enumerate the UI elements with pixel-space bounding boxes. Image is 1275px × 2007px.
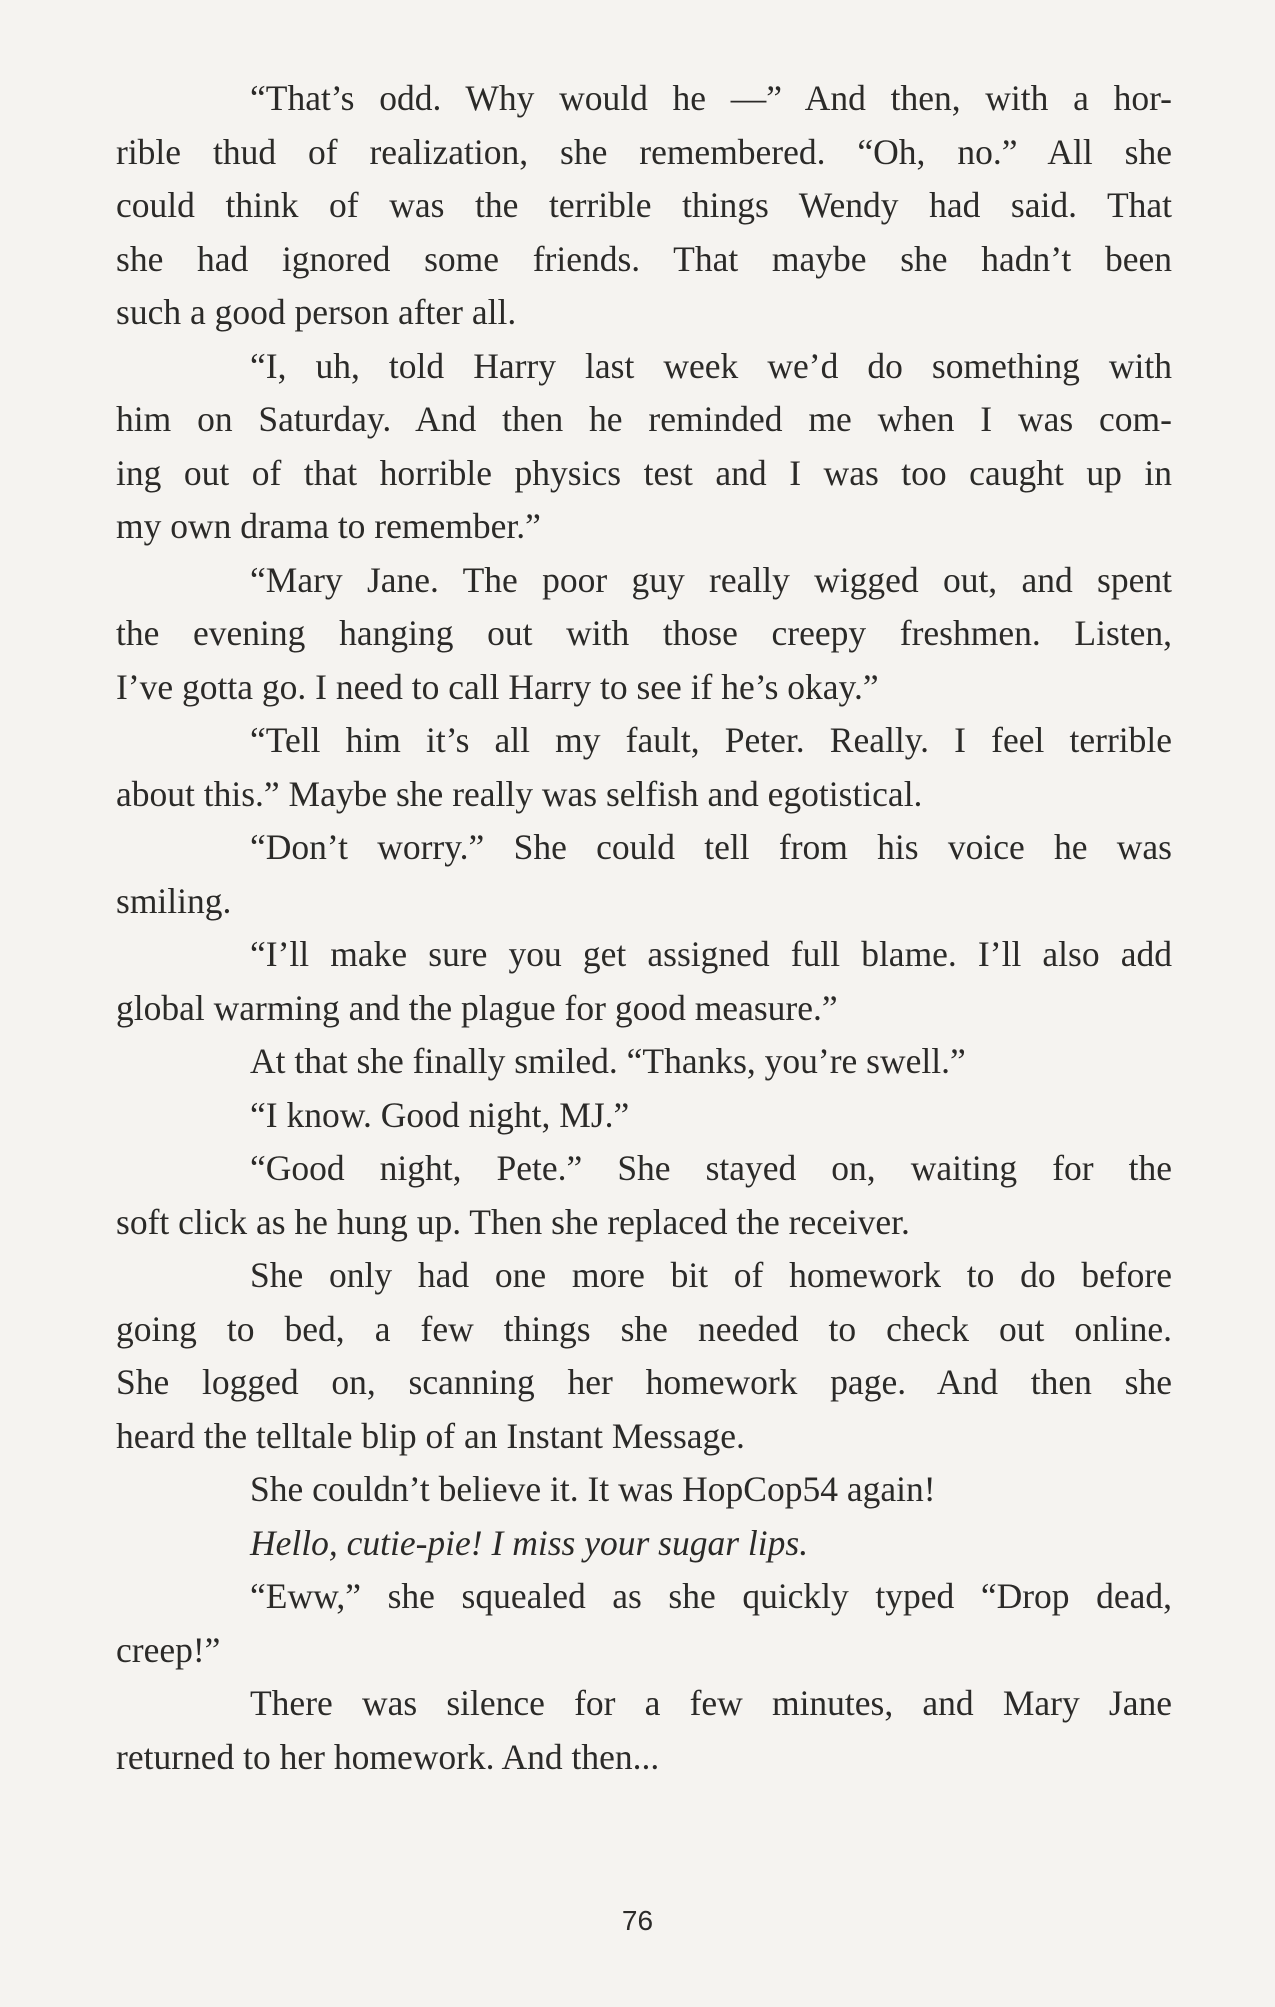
text-line: returned to her homework. And then... [116, 1736, 660, 1777]
paragraph [116, 1570, 1172, 1677]
paragraph [116, 821, 1172, 928]
text-line: “I, uh, told Harry last week we’d do something with [250, 345, 1172, 386]
text-line: about this.” Maybe she really was selfish and egotistical. [116, 773, 923, 814]
text-line: global warming and the plague for good measure.” [116, 987, 838, 1028]
text-line: “That’s odd. Why would he —” And then, with a hor- [250, 78, 1172, 118]
text-line: “Mary Jane. The poor guy really wigged out, and spent [250, 559, 1172, 600]
paragraph [116, 1089, 1172, 1143]
text-line: could think of was the terrible things Wendy had said. That [116, 185, 1172, 225]
text-line: At that she finally smiled. “Thanks, you’re swell.” [250, 1041, 966, 1081]
text-line: going to bed, a few things she needed to check out online. [116, 1308, 1172, 1349]
text-line: There was silence for a few minutes, and Mary Jane [250, 1683, 1172, 1723]
text-line: “I’ll make sure you get assigned full blame. I’ll also add [250, 934, 1172, 974]
page-number: 76 [621, 1905, 654, 1936]
paragraph [116, 1035, 1172, 1089]
paragraph [116, 1142, 1172, 1249]
text-line: ing out of that horrible physics test and I was too caught up in [116, 452, 1172, 493]
text-line: creep!” [116, 1629, 221, 1670]
text-line: I’ve gotta go. I need to call Harry to see if he’s okay.” [116, 666, 879, 707]
text-line: She only had one more bit of homework to do before [250, 1255, 1172, 1295]
text-line: the evening hanging out with those creepy freshmen. Listen, [116, 613, 1172, 653]
text-line: my own drama to remember.” [116, 506, 541, 546]
paragraph [116, 1517, 1172, 1571]
text-line: She couldn’t believe it. It was HopCop54 again! [250, 1469, 936, 1509]
text-line: “Don’t worry.” She could tell from his voice he was [250, 827, 1172, 867]
paragraph [116, 714, 1172, 821]
text-line: “I know. Good night, MJ.” [250, 1094, 630, 1135]
text-line: smiling. [116, 880, 232, 921]
text-line: “Good night, Pete.” She stayed on, waiting for the [250, 1148, 1172, 1188]
paragraph [116, 340, 1172, 554]
paragraph [116, 1463, 1172, 1517]
text-line: soft click as he hung up. Then she replaced the receiver. [116, 1201, 910, 1242]
paragraph [116, 1249, 1172, 1463]
text-line: Hello, cutie-pie! I miss your sugar lips. [250, 1522, 809, 1563]
text-line: “Eww,” she squealed as she quickly typed “Drop dead, [250, 1576, 1172, 1616]
text-line: heard the telltale blip of an Instant Message. [116, 1415, 745, 1456]
text-line: she had ignored some friends. That maybe she hadn’t been [116, 238, 1172, 279]
text-line: She logged on, scanning her homework page. And then she [116, 1362, 1172, 1402]
text-line: such a good person after all. [116, 292, 517, 332]
paragraph [116, 928, 1172, 1035]
paragraph [116, 1677, 1172, 1784]
paragraph [116, 72, 1172, 340]
text-line: “Tell him it’s all my fault, Peter. Really. I feel terrible [250, 720, 1172, 760]
text-line: him on Saturday. And then he reminded me when I was com- [116, 399, 1172, 439]
text-line: rible thud of realization, she remembered. “Oh, no.” All she [116, 131, 1172, 172]
body-text [116, 72, 1172, 1784]
paragraph [116, 554, 1172, 715]
